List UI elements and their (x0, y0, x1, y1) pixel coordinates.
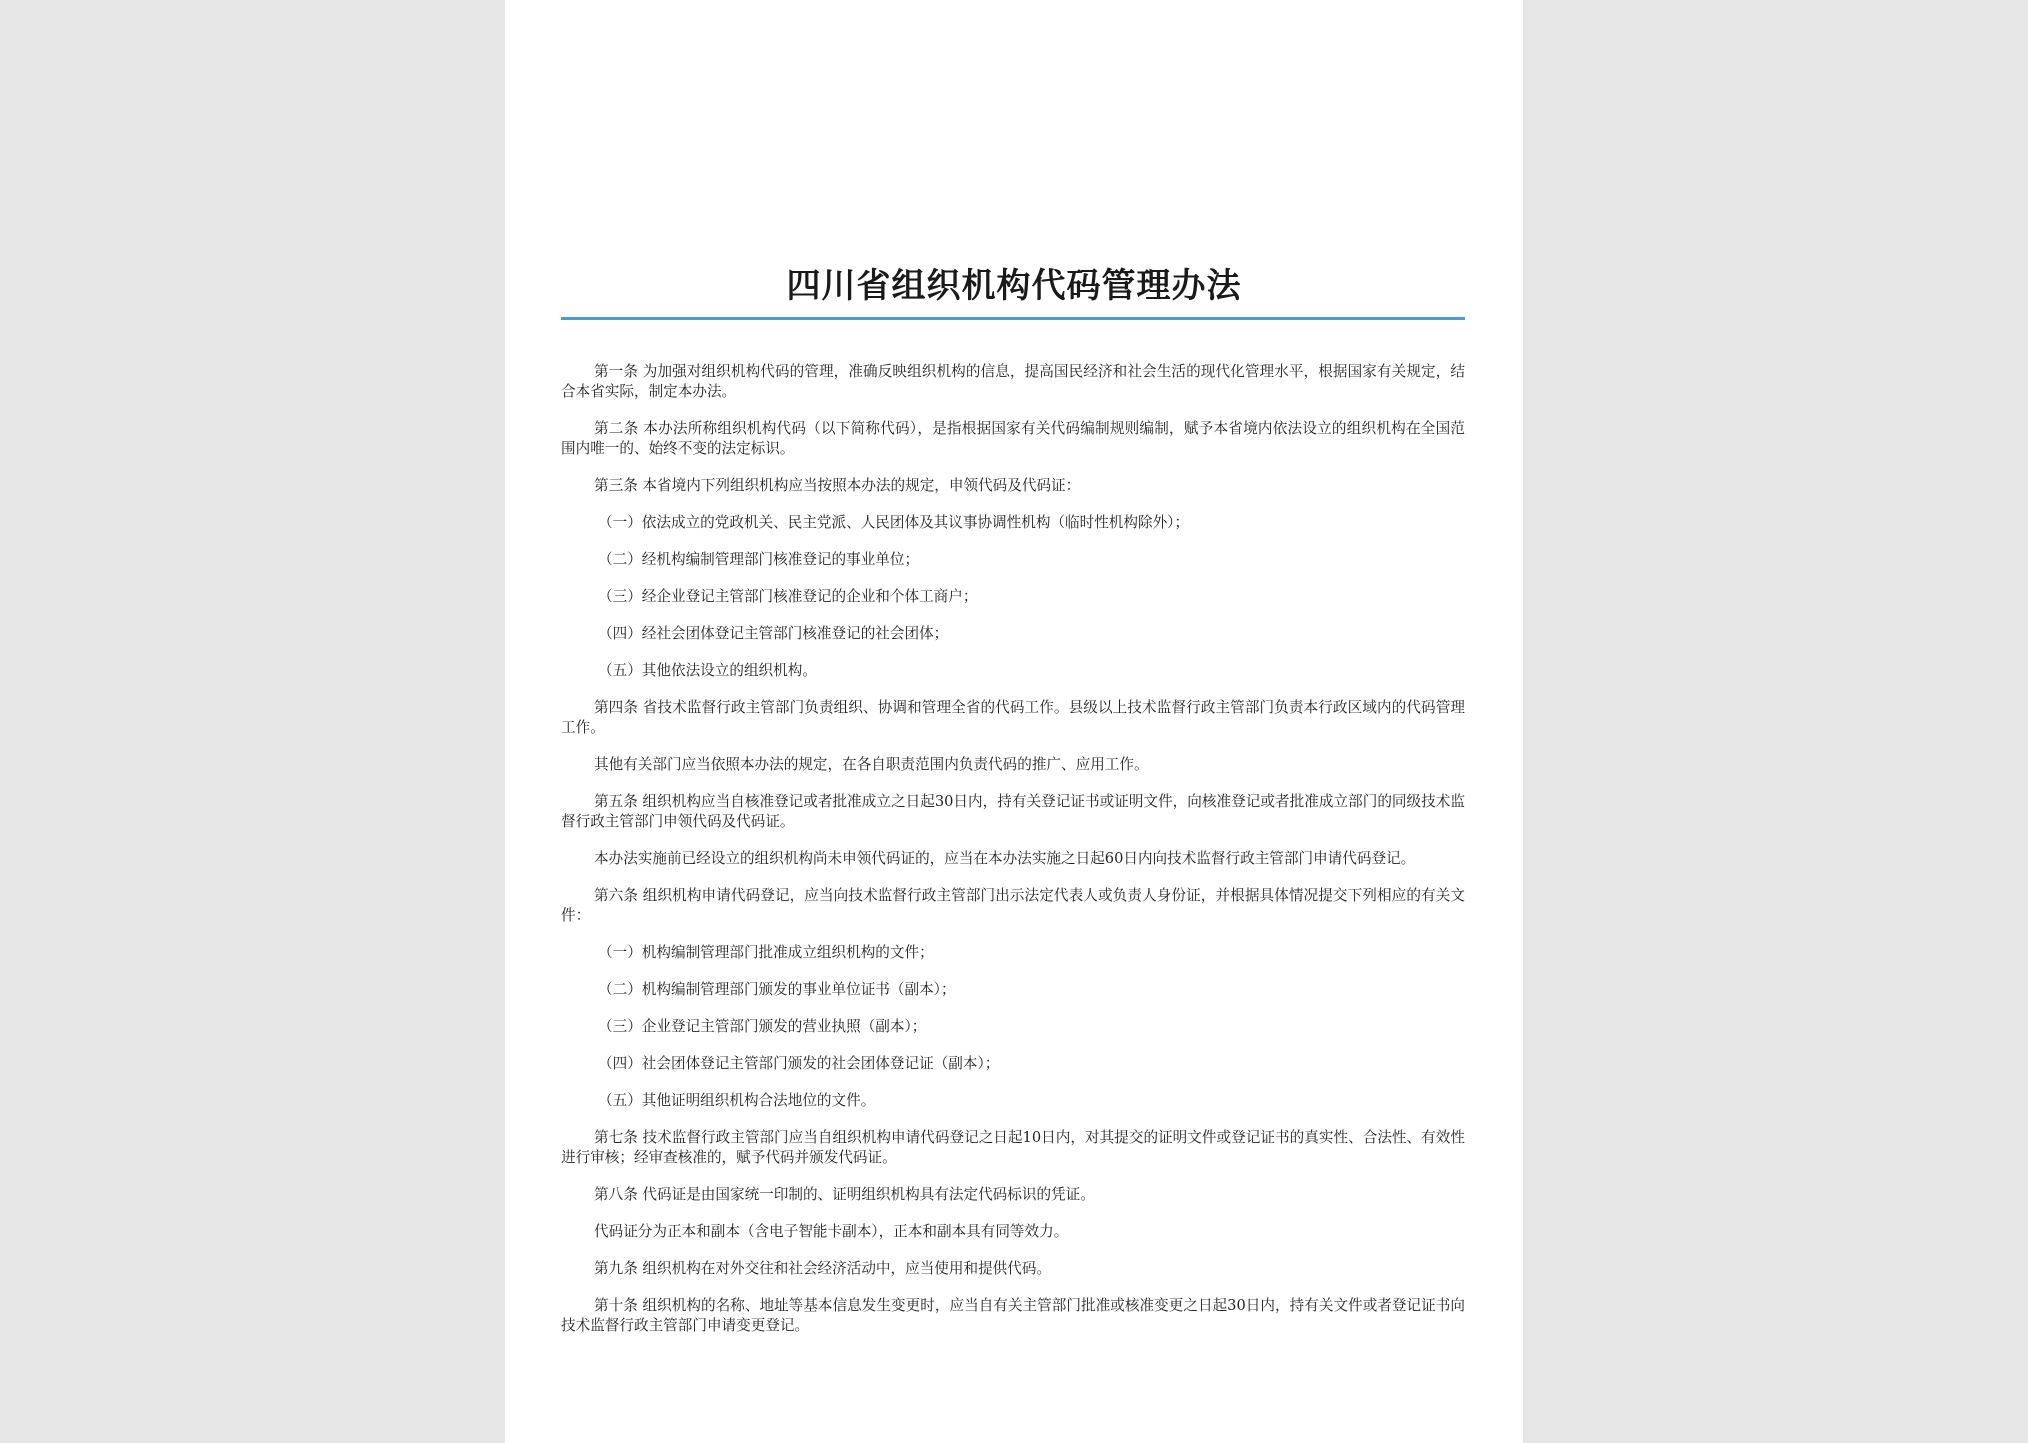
document-title: 四川省组织机构代码管理办法 (786, 266, 1242, 306)
paragraph-article-10: 第十条 组织机构的名称、地址等基本信息发生变更时，应当自有关主管部门批准或核准变更之日起30日内，持有关文件或者登记证书向技术监督行政主管部门申请变更登记。 (561, 1297, 1465, 1334)
paragraph-article-8: 第八条 代码证是由国家统一印制的、证明组织机构具有法定代码标识的凭证。 (594, 1186, 1095, 1203)
document-body (561, 362, 1465, 1353)
paragraph: 代码证分为正本和副本（含电子智能卡副本），正本和副本具有同等效力。 (594, 1223, 1069, 1240)
paragraph-article-9: 第九条 组织机构在对外交往和社会经济活动中，应当使用和提供代码。 (594, 1260, 1052, 1277)
list-item: （五）其他依法设立的组织机构。 (598, 662, 817, 679)
paragraph-article-1: 第一条 为加强对组织机构代码的管理，准确反映组织机构的信息，提高国民经济和社会生活的现代化管理水平，根据国家有关规定，结合本省实际，制定本办法。 (561, 363, 1465, 400)
paragraph-article-3: 第三条 本省境内下列组织机构应当按照本办法的规定，申领代码及代码证： (594, 477, 1081, 494)
paragraph-article-4: 第四条 省技术监督行政主管部门负责组织、协调和管理全省的代码工作。县级以上技术监督行政主管部门负责本行政区域内的代码管理工作。 (561, 699, 1465, 736)
list-item: （一）机构编制管理部门批准成立组织机构的文件； (598, 944, 934, 961)
title-underline (561, 317, 1465, 320)
paragraph-article-6: 第六条 组织机构申请代码登记，应当向技术监督行政主管部门出示法定代表人或负责人身份证，并根据具体情况提交下列相应的有关文件： (561, 887, 1465, 924)
document-page (505, 0, 1523, 1443)
paragraph-article-2: 第二条 本办法所称组织机构代码（以下简称代码），是指根据国家有关代码编制规则编制，赋予本省境内依法设立的组织机构在全国范围内唯一的、始终不变的法定标识。 (561, 420, 1465, 457)
list-item: （一）依法成立的党政机关、民主党派、人民团体及其议事协调性机构（临时性机构除外）； (598, 514, 1190, 531)
list-item: （三）企业登记主管部门颁发的营业执照（副本）； (598, 1018, 927, 1035)
list-item: （五）其他证明组织机构合法地位的文件。 (598, 1092, 876, 1109)
list-item: （二）机构编制管理部门颁发的事业单位证书（副本）； (598, 981, 956, 998)
paragraph-article-7: 第七条 技术监督行政主管部门应当自组织机构申请代码登记之日起10日内，对其提交的证明文件或登记证书的真实性、合法性、有效性进行审核；经审查核准的，赋予代码并颁发代码证。 (561, 1129, 1465, 1166)
list-item: （三）经企业登记主管部门核准登记的企业和个体工商户； (598, 588, 978, 605)
list-item: （二）经机构编制管理部门核准登记的事业单位； (598, 551, 920, 568)
list-item: （四）经社会团体登记主管部门核准登记的社会团体； (598, 625, 949, 642)
list-item: （四）社会团体登记主管部门颁发的社会团体登记证（副本）； (598, 1055, 1000, 1072)
paragraph: 本办法实施前已经设立的组织机构尚未申领代码证的，应当在本办法实施之日起60日内向技术监督行政主管部门申请代码登记。 (594, 850, 1416, 867)
paragraph-article-5: 第五条 组织机构应当自核准登记或者批准成立之日起30日内，持有关登记证书或证明文件，向核准登记或者批准成立部门的同级技术监督行政主管部门申领代码及代码证。 (561, 793, 1465, 830)
paragraph: 其他有关部门应当依照本办法的规定，在各自职责范围内负责代码的推广、应用工作。 (594, 756, 1149, 773)
